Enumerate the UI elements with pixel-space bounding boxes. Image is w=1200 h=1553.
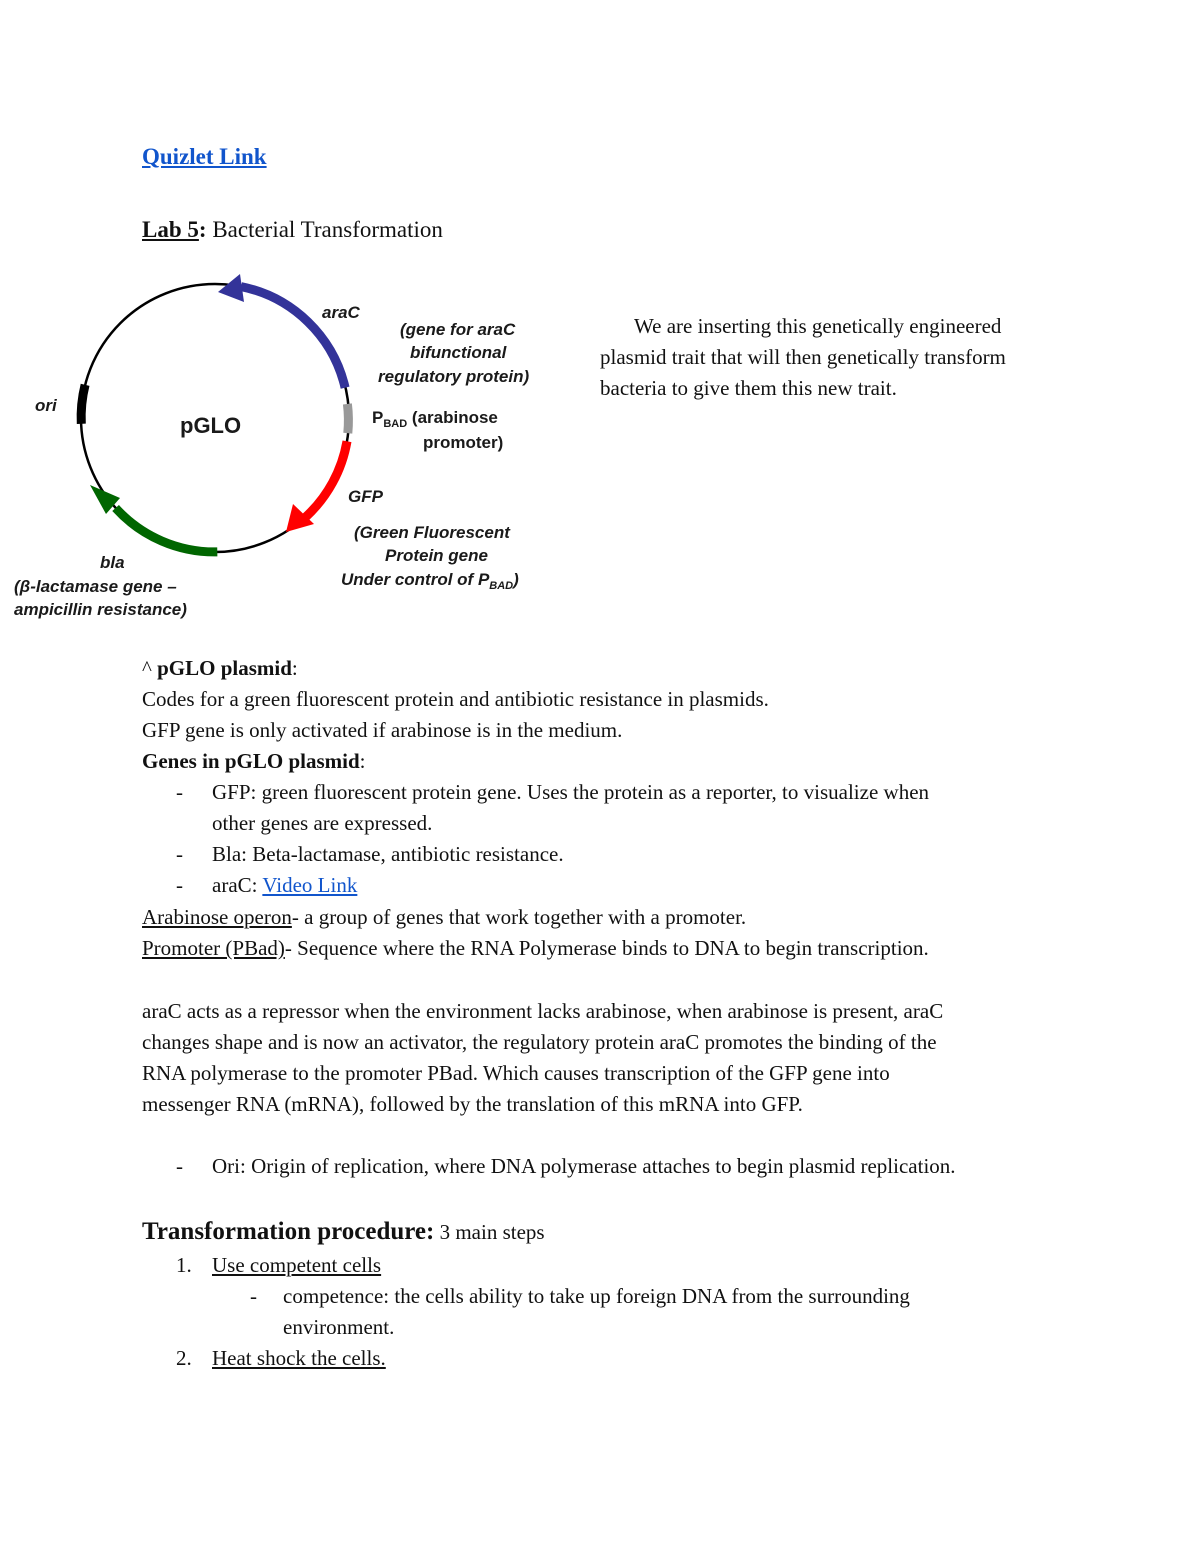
arac-segment — [241, 287, 345, 388]
ori-item: Ori: Origin of replication, where DNA polymerase attaches to begin plasmid replication. — [212, 1154, 956, 1178]
step2-label: Heat shock the cells. — [212, 1346, 386, 1370]
arac-paragraph-line2: changes shape and is now an activator, the regulatory protein araC promotes the binding of the — [142, 1030, 937, 1054]
competence-line2: environment. — [283, 1315, 395, 1339]
pglo-heading: ^ pGLO plasmid: — [142, 656, 298, 680]
arac-desc-line3: regulatory protein) — [378, 367, 530, 386]
operon-definition: Arabinose operon- a group of genes that work together with a promoter. — [142, 905, 747, 929]
lab-label: Lab 5 — [142, 217, 199, 242]
arac-paragraph-line1: araC acts as a repressor when the environment lacks arabinose, when arabinose is present, araC — [142, 999, 944, 1023]
bla-item: Bla: Beta-lactamase, antibiotic resistance. — [212, 842, 564, 866]
arac-desc-line2: bifunctional — [410, 343, 507, 362]
gfp-item-line2: other genes are expressed. — [212, 811, 433, 835]
list-bullet: - — [176, 1154, 183, 1178]
heading-colon: : — [198, 217, 207, 242]
step-number: 1. — [176, 1253, 192, 1277]
arac-desc-line1: (gene for araC — [400, 320, 516, 339]
arac-label: araC — [322, 303, 360, 322]
arac-paragraph-line4: messenger RNA (mRNA), followed by the translation of this mRNA into GFP. — [142, 1092, 803, 1116]
pglo-plasmid-diagram — [0, 270, 580, 630]
side-note-line3: bacteria to give them this new trait. — [600, 376, 897, 400]
list-bullet: - — [176, 780, 183, 804]
pglo-line1: Codes for a green fluorescent protein and antibiotic resistance in plasmids. — [142, 687, 769, 711]
bla-label: bla — [100, 553, 125, 572]
page-title — [142, 217, 443, 243]
genes-heading: Genes in pGLO plasmid: — [142, 749, 366, 773]
gfp-label: GFP — [348, 487, 383, 506]
quizlet-link[interactable]: Quizlet Link — [142, 144, 267, 169]
pbad-label: $P_{BAD}$ (arabinose — [372, 408, 498, 430]
ori-segment — [81, 385, 85, 424]
ori-label: ori — [35, 396, 57, 415]
side-note-line1: We are inserting this genetically engineered — [634, 314, 1002, 338]
gfp-desc-line2: Protein gene — [385, 546, 488, 565]
video-link[interactable]: Video Link — [262, 873, 358, 897]
step1-label: Use competent cells — [212, 1253, 382, 1277]
arac-paragraph-line3: RNA polymerase to the promoter PBad. Which causes transcription of the GFP gene into — [142, 1061, 890, 1085]
bla-desc-line2: ampicillin resistance) — [14, 600, 187, 619]
side-note-line2: plasmid trait that will then genetically transform — [600, 345, 1006, 369]
gfp-item-line1: GFP: green fluorescent protein gene. Uses the protein as a reporter, to visualize when — [212, 780, 930, 804]
arac-item: araC: Video Link — [212, 873, 358, 897]
promoter-definition: Promoter (PBad)- Sequence where the RNA Polymerase binds to DNA to begin transcription. — [142, 936, 929, 960]
arac-arrowhead — [218, 274, 244, 302]
list-bullet: - — [176, 873, 183, 897]
list-bullet: - — [176, 842, 183, 866]
heading-title: Bacterial Transformation — [206, 217, 443, 242]
bla-segment — [116, 508, 218, 552]
competence-line1: competence: the cells ability to take up foreign DNA from the surrounding — [283, 1284, 910, 1308]
gfp-desc-line1: (Green Fluorescent — [354, 523, 510, 542]
bla-desc-line1: (β-lactamase gene – — [14, 577, 177, 596]
procedure-heading: Transformation procedure: 3 main steps — [142, 1218, 545, 1245]
gfp-desc-line3: Under control of $P_{BAD}$) — [341, 570, 519, 592]
pbad-desc-line2: promoter) — [423, 433, 504, 452]
plasmid-name-label: pGLO — [180, 413, 242, 438]
pglo-line2: GFP gene is only activated if arabinose is in the medium. — [142, 718, 623, 742]
gfp-segment — [306, 441, 347, 517]
list-bullet: - — [250, 1284, 257, 1308]
pbad-segment — [347, 404, 348, 433]
step-number: 2. — [176, 1346, 192, 1370]
